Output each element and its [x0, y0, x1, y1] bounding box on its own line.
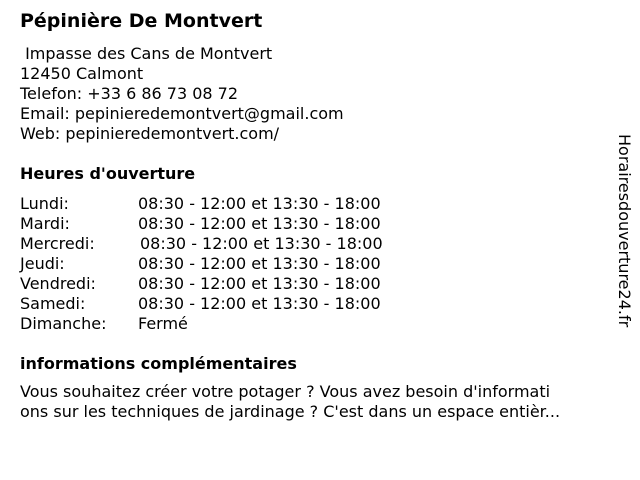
- time-value: 08:30 - 12:00 et 13:30 - 18:00: [138, 274, 381, 293]
- time-value: Fermé: [138, 314, 188, 333]
- time-value: 08:30 - 12:00 et 13:30 - 18:00: [140, 234, 383, 253]
- info-text: [20, 382, 620, 422]
- time-value: 08:30 - 12:00 et 13:30 - 18:00: [138, 254, 381, 273]
- time-value: 08:30 - 12:00 et 13:30 - 18:00: [138, 194, 381, 213]
- business-name: Pépinière De Montvert: [20, 10, 263, 32]
- info-heading: informations complémentaires: [20, 354, 297, 373]
- phone-line: Telefon: +33 6 86 73 08 72: [20, 84, 239, 103]
- contact-block: [20, 44, 344, 144]
- day-label: Lundi:: [20, 194, 69, 213]
- email-line: Email: pepinieredemontvert@gmail.com: [20, 104, 344, 123]
- hours-heading: Heures d'ouverture: [20, 164, 196, 183]
- info-line-2: ons sur les techniques de jardinage ? C'est dans un espace entièr...: [20, 402, 561, 421]
- info-line-1: Vous souhaitez créer votre potager ? Vous avez besoin d'informati: [20, 382, 551, 401]
- day-label: Mardi:: [20, 214, 70, 233]
- watermark: [612, 134, 634, 344]
- day-label: Vendredi:: [20, 274, 96, 293]
- time-value: 08:30 - 12:00 et 13:30 - 18:00: [138, 294, 381, 313]
- watermark-text: Horairesdouverture24.fr: [615, 134, 634, 328]
- day-label: Dimanche:: [20, 314, 107, 333]
- address-street: Impasse des Cans de Montvert: [20, 44, 273, 63]
- day-label: Mercredi:: [20, 234, 95, 253]
- website-line: Web: pepinieredemontvert.com/: [20, 124, 280, 143]
- time-value: 08:30 - 12:00 et 13:30 - 18:00: [138, 214, 381, 233]
- day-label: Samedi:: [20, 294, 86, 313]
- day-label: Jeudi:: [20, 254, 65, 273]
- address-city: 12450 Calmont: [20, 64, 144, 83]
